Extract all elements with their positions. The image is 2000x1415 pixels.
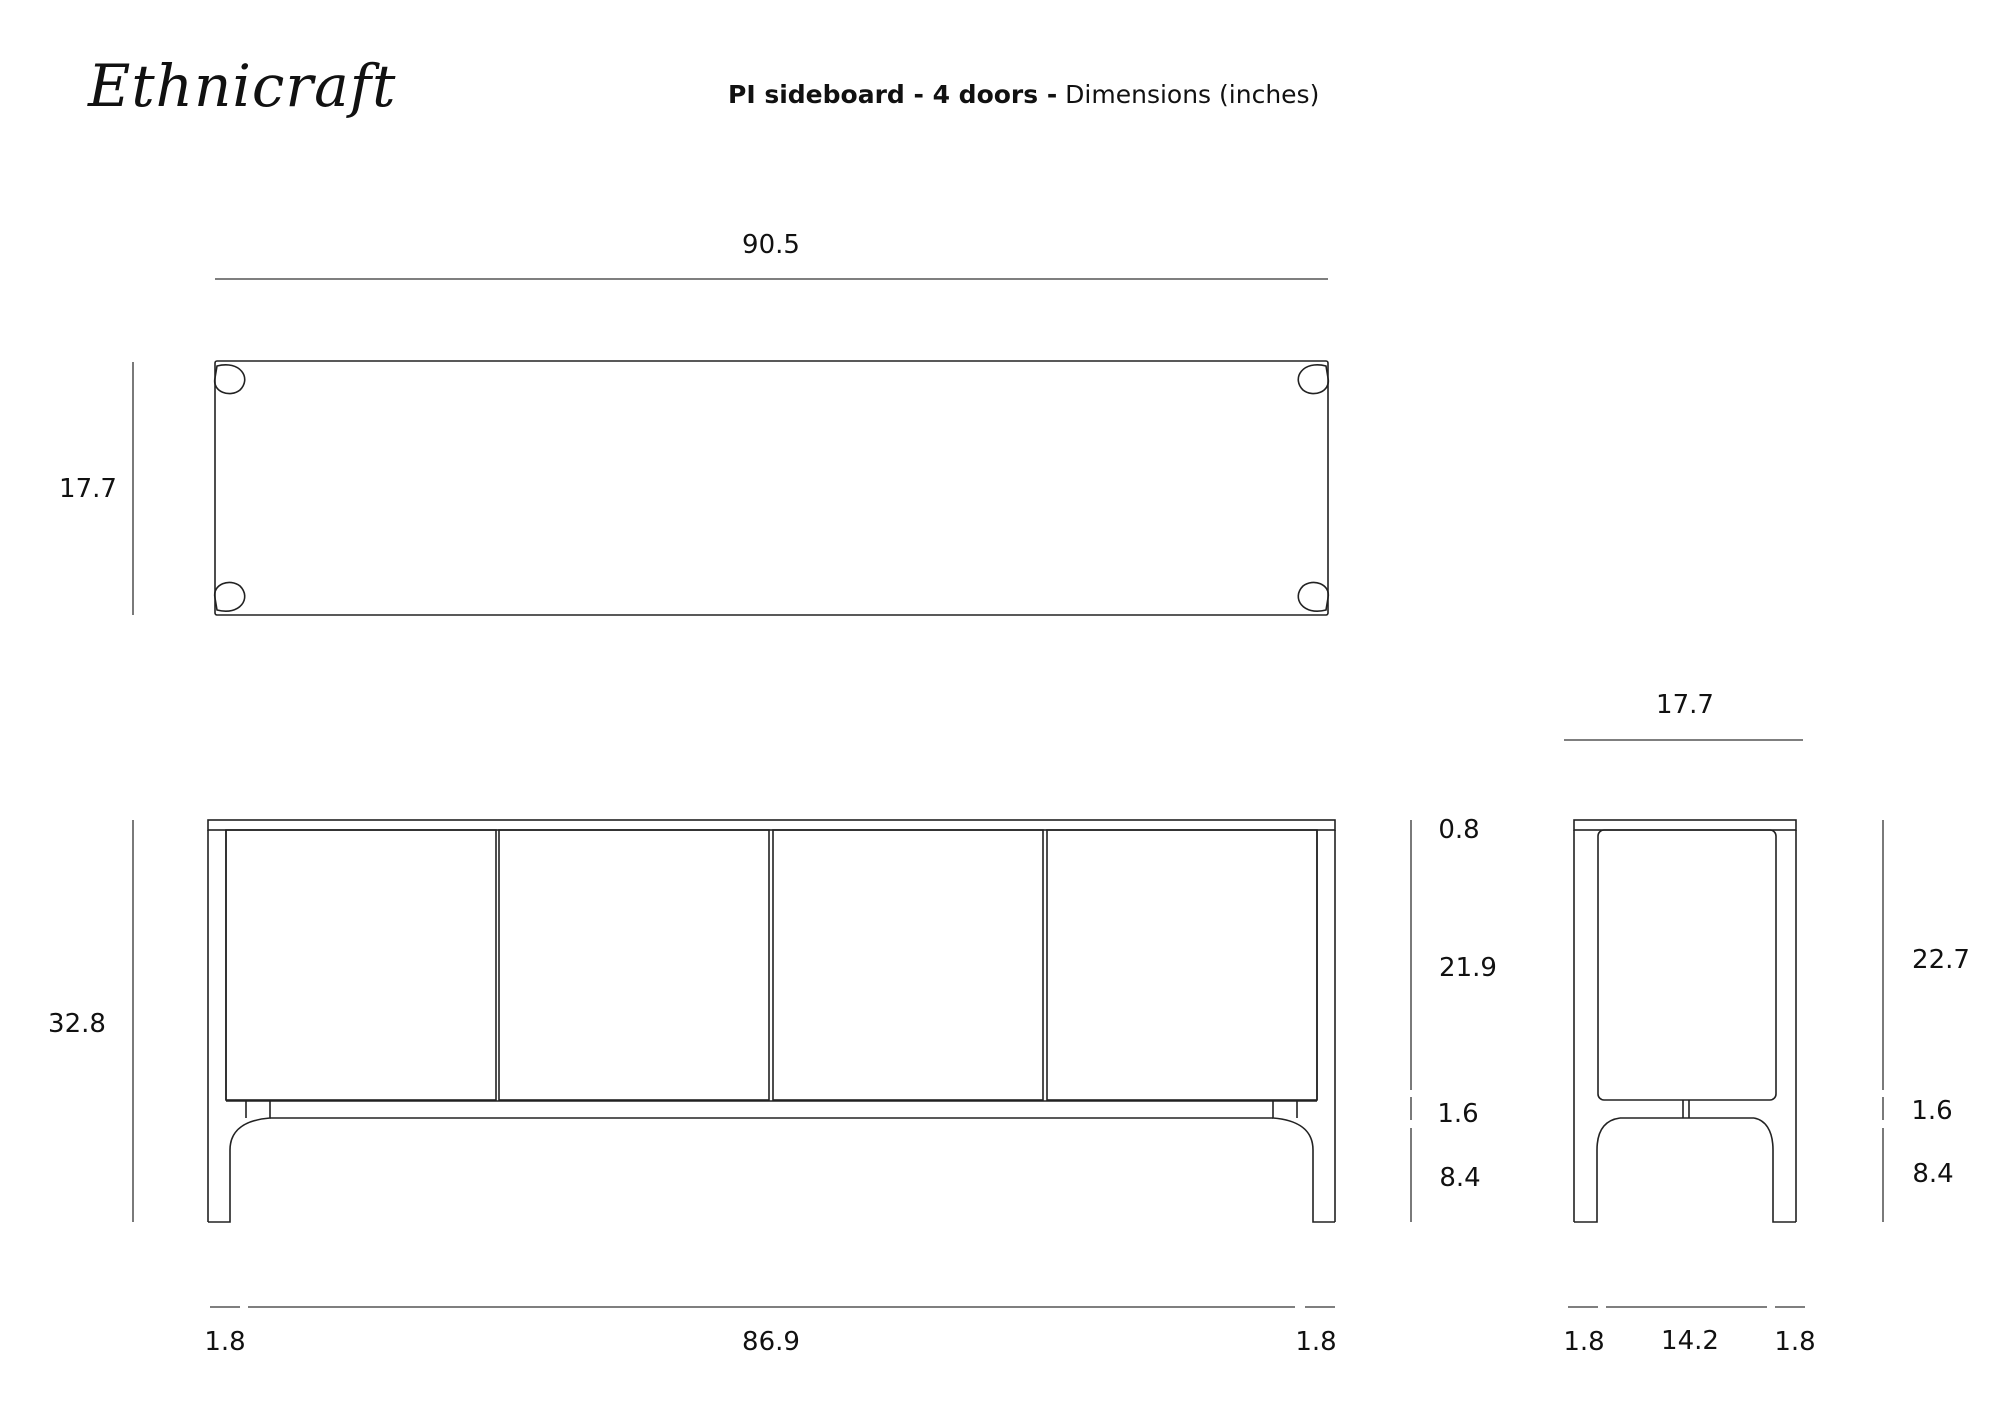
side-body-height-label: 22.7 bbox=[1912, 945, 1970, 975]
side-inner-depth-label: 14.2 bbox=[1661, 1326, 1719, 1356]
side-depth-label: 17.7 bbox=[1656, 690, 1714, 720]
side-rail-height-label: 1.6 bbox=[1911, 1096, 1953, 1126]
side-leg-right bbox=[1754, 1118, 1796, 1222]
front-leg-right-label: 1.8 bbox=[1295, 1327, 1337, 1357]
title-subtitle: Dimensions (inches) bbox=[1065, 80, 1320, 109]
front-door-4 bbox=[1047, 830, 1317, 1100]
top-depth-label: 17.7 bbox=[59, 474, 117, 504]
front-view bbox=[133, 820, 1411, 1307]
front-leg-left-label: 1.8 bbox=[204, 1327, 246, 1357]
top-width-label: 90.5 bbox=[742, 230, 800, 260]
front-door-3 bbox=[773, 830, 1043, 1100]
side-top-slab bbox=[1574, 820, 1796, 830]
side-leg-right-label: 1.8 bbox=[1774, 1327, 1816, 1357]
leg-foot-top-right bbox=[1298, 365, 1328, 394]
front-rail-height-label: 1.6 bbox=[1437, 1099, 1479, 1129]
front-height-label: 32.8 bbox=[48, 1009, 106, 1039]
front-top-slab bbox=[208, 820, 1335, 830]
ethnicraft-logo: Ethnicraft bbox=[88, 52, 397, 120]
leg-foot-bottom-left bbox=[215, 582, 245, 611]
side-leg-height-label: 8.4 bbox=[1912, 1159, 1954, 1189]
top-view-outline bbox=[215, 361, 1328, 615]
side-leg-left-label: 1.8 bbox=[1563, 1327, 1605, 1357]
front-door-height-label: 21.9 bbox=[1439, 953, 1497, 983]
title-product: PI sideboard - 4 doors - bbox=[728, 80, 1058, 109]
front-leg-left bbox=[208, 1101, 270, 1222]
side-panel bbox=[1598, 830, 1776, 1100]
side-view bbox=[1564, 740, 1883, 1307]
front-door-2 bbox=[499, 830, 769, 1100]
front-top-thickness-label: 0.8 bbox=[1438, 815, 1480, 845]
front-inner-width-label: 86.9 bbox=[742, 1327, 800, 1357]
front-door-1 bbox=[226, 830, 496, 1100]
front-leg-right bbox=[1273, 1101, 1335, 1222]
leg-foot-bottom-right bbox=[1298, 582, 1328, 611]
front-leg-height-label: 8.4 bbox=[1439, 1163, 1481, 1193]
leg-foot-top-left bbox=[215, 365, 245, 394]
top-view bbox=[133, 279, 1328, 615]
side-leg-left bbox=[1574, 1118, 1620, 1222]
